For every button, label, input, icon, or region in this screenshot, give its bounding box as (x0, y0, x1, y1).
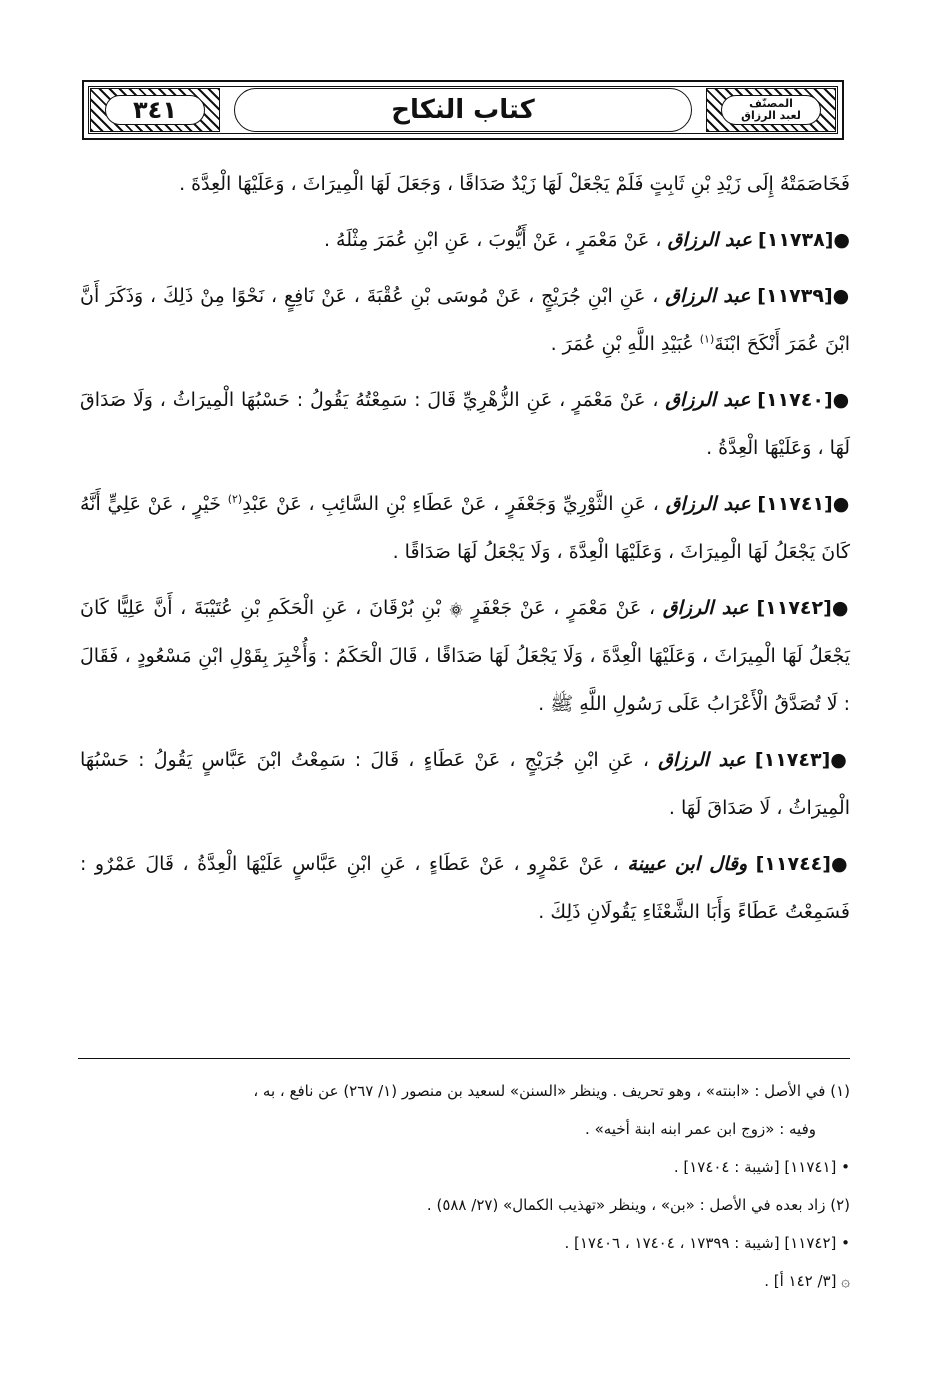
chapter-title-cartouche (234, 88, 692, 132)
footnote-1 (80, 1072, 850, 1148)
hadith-text: ، عَنْ عَمْرٍو ، عَنْ عَطَاءٍ ، عَنِ ابْنِ عَبَّاسٍ عَلَيْهَا الْعِدَّةُ ، قَالَ عَمْرٌو : فَسَمِعْتُ عَطَاءً وَأَبَا الشَّعْثَاءِ يَقُولَانِ ذَلِكَ . (80, 853, 850, 923)
footnote-1-line2: وفيه : «زوج ابن عمر ابنه ابنة أخيه» . (585, 1120, 816, 1138)
bullet-icon: ● (832, 285, 851, 307)
hadith-text: ، عَنْ مَعْمَرٍ ، عَنْ أَيُّوبَ ، عَنِ ابْنِ عُمَرَ مِثْلَهُ . (323, 229, 662, 251)
hadith-author: وقال ابن عيينة (627, 853, 748, 875)
hadith-number: [١١٧٤٠] (757, 389, 833, 411)
folio-reference: ۞ [٣/ ١٤٢ أ] . (764, 1272, 850, 1290)
hadith-text: ، عَنْ مَعْمَرٍ ، عَنِ الزُّهْرِيِّ قَالَ : سَمِعْتُهُ يَقُولُ : حَسْبُهَا الْمِيرَاثُ ، وَلَا صَدَاقَ لَهَا ، وَعَلَيْهَا الْعِدَّةُ . (80, 389, 850, 459)
hadith-number: [١١٧٣٩] (757, 285, 833, 307)
hadith-entry (80, 480, 850, 576)
footnote-1-line1: (١) في الأصل : «ابنته» ، وهو تحريف . وينظر «السنن» لسعيد بن منصور (١/ ٢٦٧) عن نافع ، به ، (253, 1082, 850, 1100)
bullet-icon: ● (833, 229, 850, 251)
hadith-entry (80, 376, 850, 472)
footnote-marker[interactable]: (٢) (227, 492, 243, 506)
hadith-text: ، عَنِ ابْنِ جُرَيْجٍ ، عَنْ عَطَاءٍ ، قَالَ : سَمِعْتُ ابْنَ عَبَّاسٍ يَقُولُ : حَسْبُهَا الْمِيرَاثُ ، لَا صَدَاقَ لَهَا . (80, 749, 850, 819)
bullet-icon: ● (831, 597, 851, 619)
bullet-icon: ● (832, 389, 850, 411)
hadith-entry (80, 272, 850, 368)
opening-line2: الْعِدَّةَ . (179, 173, 232, 195)
takhrij-note: • [١١٧٤١] [شيبة : ١٧٤٠٤] . (673, 1158, 850, 1176)
main-text (80, 160, 850, 944)
opening-paragraph (80, 160, 850, 208)
hadith-author: عبد الرزاق (665, 493, 751, 515)
hadith-entry (80, 216, 850, 264)
hadith-text: ، عَنْ مَعْمَرٍ ، عَنْ جَعْفَرٍ ۞ بْنِ بُرْقَانَ ، عَنِ الْحَكَمِ بْنِ عُتَيْبَةَ ، أَنَّ عَلِيًّا كَانَ يَجْعَلُ لَهَا الْمِيرَاثَ ، وَعَلَيْهَا الْعِدَّةَ ، وَلَا يَجْعَلُ لَهَا صَدَاقًا ، قَالَ الْحَكَمُ : وَأُخْبِرَ بِقَوْلِ ابْنِ مَسْعُودٍ ، فَقَالَ : لَا تُصَدَّقُ الْأَعْرَابُ عَلَى رَسُولِ اللَّهِ ﷺ . (80, 597, 850, 715)
hadith-author: عبد الرزاق (662, 597, 749, 619)
page-header (82, 80, 844, 140)
hadith-text: ، عَنِ الثَّوْرِيِّ وَجَعْفَرٍ ، عَنْ عَطَاءِ بْنِ السَّائِبِ ، عَنْ عَبْدِ (242, 493, 659, 515)
hadith-author: عبد الرزاق (665, 389, 751, 411)
chapter-title: كتاب النكاح (391, 95, 535, 125)
page-number-core (105, 95, 205, 125)
hadith-author: عبد الرزاق (658, 749, 746, 771)
hadith-author: عبد الرزاق (665, 285, 751, 307)
seal-line1: المصنّف (749, 97, 793, 110)
hadith-entry (80, 584, 850, 728)
bullet-icon: ● (832, 493, 850, 515)
book-seal (741, 98, 801, 122)
hadith-number: [١١٧٤١] (757, 493, 833, 515)
hadith-number: [١١٧٤٢] (756, 597, 832, 619)
seal-ornament (706, 88, 836, 132)
seal-core (721, 95, 821, 125)
hadith-number: [١١٧٣٨] (758, 229, 834, 251)
hadith-author: عبد الرزاق (667, 229, 752, 251)
bullet-icon: ● (830, 853, 850, 875)
hadith-number: [١١٧٤٣] (754, 749, 831, 771)
hadith-text-cont: عُبَيْدِ اللَّهِ بْنِ عُمَرَ . (550, 333, 694, 355)
footnote-marker[interactable]: (١) (699, 332, 715, 346)
takhrij-note: • [١١٧٤٢] [شيبة : ١٧٣٩٩ ، ١٧٤٠٤ ، ١٧٤٠٦] . (564, 1234, 850, 1252)
bullet-icon: ● (830, 749, 850, 771)
hadith-text: ، عَنِ ابْنِ جُرَيْجٍ ، عَنْ مُوسَى بْنِ عُقْبَةَ ، عَنْ نَافِعٍ ، نَحْوًا مِنْ ذَلِكَ ، وَذَكَرَ أَنَّ ابْنَ عُمَرَ أَنْكَحَ ابْنَةَ (80, 285, 850, 355)
page-number: ٣٤١ (133, 96, 177, 124)
hadith-number: [١١٧٤٤] (755, 853, 831, 875)
page-number-ornament (90, 88, 220, 132)
footnote-divider (78, 1058, 850, 1059)
footnote-2: (٢) زاد بعده في الأصل : «بن» ، وينظر «تهذيب الكمال» (٢٧/ ٥٨٨) . (426, 1196, 850, 1214)
seal-line2: لعبد الرزاق (741, 109, 801, 122)
hadith-text-cont: خَيْرٍ ، عَنْ عَلِيٍّ أَنَّهُ كَانَ يَجْعَلُ لَهَا الْمِيرَاثَ ، وَعَلَيْهَا الْعِدَّةَ ، وَلَا يَجْعَلُ لَهَا صَدَاقًا . (80, 493, 850, 563)
footnotes (80, 1072, 850, 1300)
hadith-entry (80, 840, 850, 936)
hadith-entry (80, 736, 850, 832)
opening-line1: فَخَاصَمَتْهُ إِلَى زَيْدِ بْنِ ثَابِتٍ فَلَمْ يَجْعَلْ لَهَا زَيْدٌ صَدَاقًا ، وَجَعَلَ لَهَا الْمِيرَاثَ ، وَعَلَيْهَا (237, 173, 850, 195)
